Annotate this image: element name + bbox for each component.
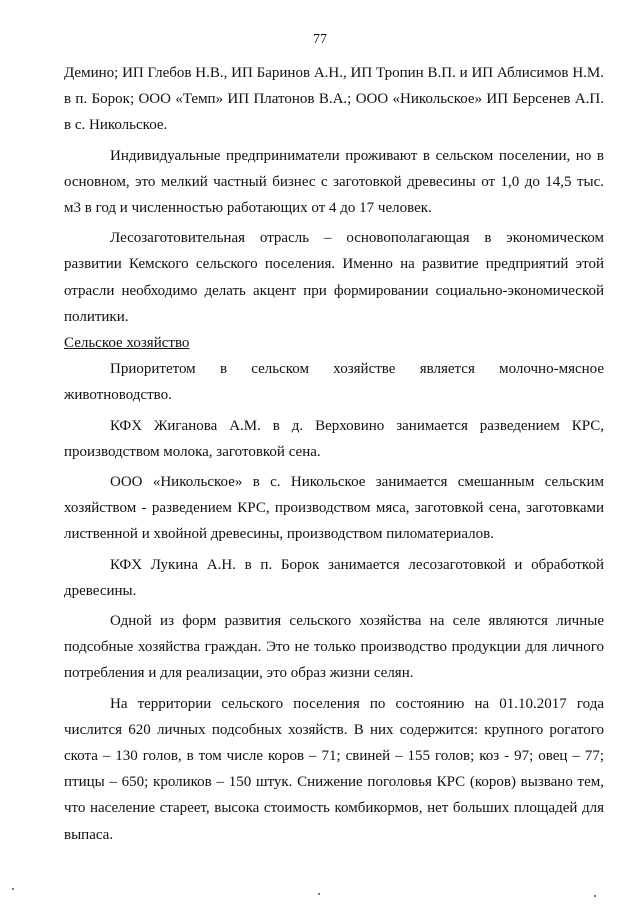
page-number: 77: [313, 32, 327, 47]
paragraph: Индивидуальные предприниматели проживают в сельском поселении, но в основном, это мелкий частный бизнес с заготовкой древесины от 1,0 до 14,5 тыс. м3 в год и численностью работающих от 4 до 17 человек.: [64, 147, 604, 217]
scan-speck: [594, 895, 596, 897]
paragraph: Лесозаготовительная отрасль – основополагающая в экономическом развитии Кемского сельского поселения. Именно на развитие предприятий этой отрасли необходимо делать акцент при формировании социально-экономической политики.: [64, 230, 604, 325]
paragraph: КФХ Жиганова А.М. в д. Верховино занимается разведением КРС, производством молока, заготовкой сена.: [64, 417, 604, 460]
paragraph: Демино; ИП Глебов Н.В., ИП Баринов А.Н., ИП Тропин В.П. и ИП Аблисимов Н.М. в п. Борок; ООО «Темп» ИП Платонов В.А.; ООО «Никольское» ИП Берсенев А.П. в с. Никольское.: [64, 65, 604, 134]
paragraph: Приоритетом в сельском хозяйстве является молочно-мясное животноводство.: [64, 361, 604, 404]
scan-speck: [318, 893, 320, 895]
paragraph: КФХ Лукина А.Н. в п. Борок занимается лесозаготовкой и обработкой древесины.: [64, 556, 604, 599]
paragraph: Одной из форм развития сельского хозяйства на селе являются личные подсобные хозяйства граждан. Это не только производство продукции для личного потребления и для реализации, это образ жизни селян.: [64, 613, 604, 682]
document-body: [64, 60, 604, 848]
paragraph: ООО «Никольское» в с. Никольское занимается смешанным сельским хозяйством - разведением КРС, производством мяса, заготовкой сена, заготовками лиственной и хвойной древесины, производством пиломатериалов.: [64, 474, 604, 543]
section-heading: Сельское хозяйство: [64, 335, 190, 352]
scan-speck: [12, 888, 14, 890]
paragraph: На территории сельского поселения по состоянию на 01.10.2017 года числится 620 личных подсобных хозяйств. В них содержится: крупного рогатого скота – 130 голов, в том числе коров – 71; свиней – 155 голов; коз - 97; овец – 77; птицы – 650; кроликов – 150 штук. Снижение поголовья КРС (коров) вызвано тем, что население стареет, высока стоимость комбикормов, нет больших площадей для выпаса.: [64, 695, 604, 843]
